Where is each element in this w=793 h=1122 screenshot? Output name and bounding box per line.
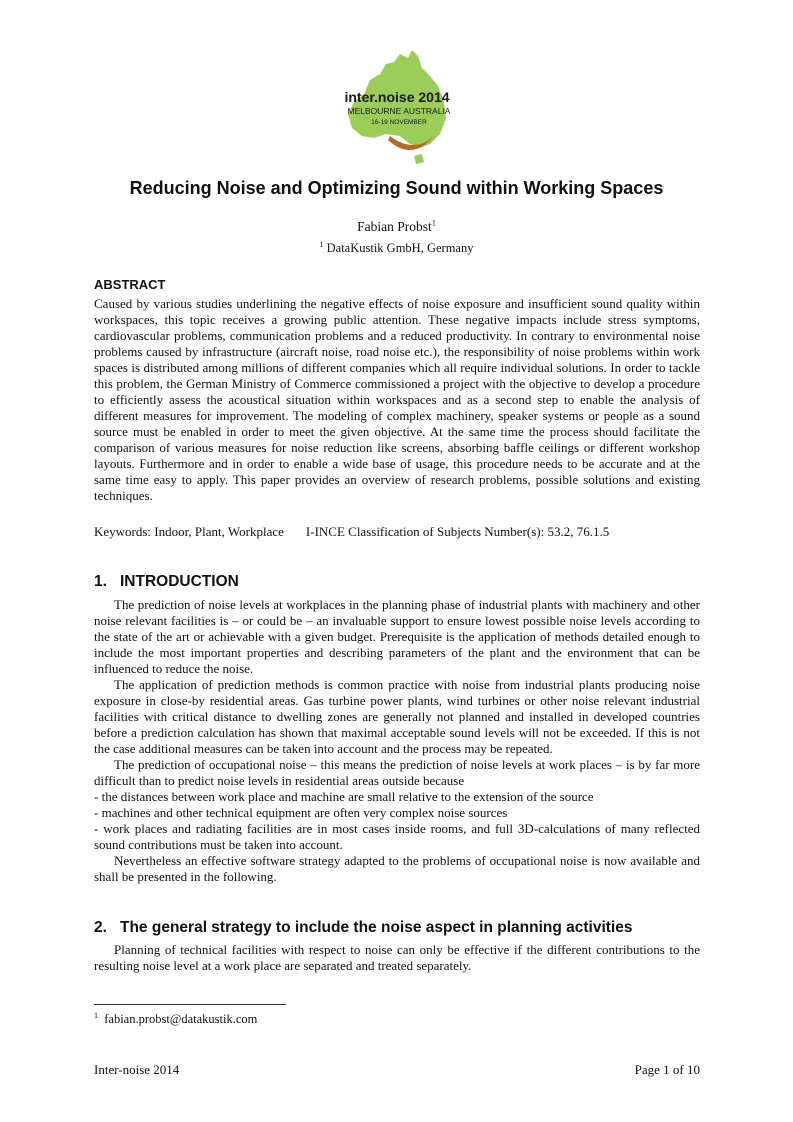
- footnote: [94, 1012, 257, 1027]
- abstract-heading: ABSTRACT: [94, 277, 166, 292]
- paragraph: Planning of technical facilities with respect to noise can only be effective if the different contributions to the resulting noise level at a work place are separated and treated separately.: [94, 942, 700, 973]
- footer-conference: Inter-noise 2014: [94, 1062, 180, 1077]
- footnote-mark: 1: [94, 1010, 98, 1020]
- classification-text: I-INCE Classification of Subjects Number(s): 53.2, 76.1.5: [305, 524, 610, 539]
- footnote-email: fabian.probst@datakustik.com: [104, 1012, 258, 1026]
- paragraph: The application of prediction methods is common practice with noise from industrial plants producing noise exposure in close-by residential areas. Gas turbine power plants, wind turbines or other noise relevant industrial facilities with critical distance to dwelling zones are generally not planned and installed in developed countries before a prediction calculation has shown that maximal acceptable sound levels will not be exceeded. If this is not the case additional measures can be taken into account and the process may be repeated.: [94, 677, 700, 756]
- list-item: - work places and radiating facilities are in most cases inside rooms, and full 3D-calculations of many reflected sound contributions must be taken into account.: [94, 821, 700, 852]
- logo-line-3: 16-19 NOVEMBER: [371, 119, 427, 126]
- keywords-line: [94, 524, 700, 540]
- section-1-heading: [94, 573, 239, 591]
- paragraph: The prediction of noise levels at workplaces in the planning phase of industrial plants with machinery and other noise relevant facilities is – or could be – an invaluable support to ensure lowest possible noise levels according to the state of the art or achievable with a given budget. Prerequisite is the application of methods detailed enough to include the most important properties and describing parameters of the plant and the environment that can be influenced to reduce the noise.: [94, 597, 700, 676]
- abstract-text: Caused by various studies underlining the negative effects of noise exposure and insufficient sound quality within workspaces, this topic receives a growing public attention. These negative impacts include stress symptoms, cardiovascular problems, communication problems and a reduced productivity. In contrary to environmental noise problems caused by infrastructure (aircraft noise, road noise etc.), the responsibility of noise problems within work spaces is distributed among millions of different companies which all require individual solutions. In order to tackle this problem, the German Ministry of Commerce commissioned a project with the objective to develop a procedure to efficiently assess the acoustical situation within workspaces and as a second step to enable the analysis of different measures for improvement. The modeling of complex machinery, speaker systems or people as a sound source must be enabled in order to meet the given objective. At the same time the process should facilitate the comparison of various measures for noise reduction like screens, absorbing baffle ceilings or different workshop layouts. Furthermore and in order to enable a wide base of usage, this procedure needs to be accurate and at the same time easy to apply. This paper provides an overview of research problems, possible solutions and existing techniques.: [94, 296, 700, 503]
- section-2-number: 2.: [94, 919, 107, 936]
- footer-page-number: Page 1 of 10: [634, 1062, 700, 1077]
- section-1-number: 1.: [94, 573, 107, 590]
- section-2-heading: [94, 919, 632, 937]
- author-line: [60, 219, 733, 235]
- paper-title: Reducing Noise and Optimizing Sound within Working Spaces: [129, 178, 664, 198]
- logo-line-1: inter.noise 2014: [344, 89, 450, 105]
- author-name: Fabian Probst: [357, 219, 432, 234]
- paragraph: The prediction of occupational noise – this means the prediction of noise levels at work places – is by far more difficult than to predict noise levels in residential areas outside because: [94, 757, 700, 788]
- list-item: - the distances between work place and machine are small relative to the extension of the source: [94, 789, 594, 804]
- logo-line-2: MELBOURNE AUSTRALIA: [347, 106, 451, 116]
- section-2-body: [94, 942, 700, 974]
- affiliation-mark: 1: [319, 239, 324, 249]
- list-item: - machines and other technical equipment are often very complex noise sources: [94, 805, 508, 820]
- affiliation-text: DataKustik GmbH, Germany: [326, 241, 474, 255]
- affiliation-line: [60, 241, 733, 256]
- tasmania-shape: [414, 154, 424, 164]
- keywords-text: Keywords: Indoor, Plant, Workplace: [94, 524, 284, 539]
- footnote-rule: [94, 1004, 286, 1005]
- author-mark: 1: [431, 218, 436, 228]
- section-2-title: The general strategy to include the noise aspect in planning activities: [120, 919, 633, 936]
- section-1-body: [94, 597, 700, 885]
- conference-logo: [330, 44, 465, 168]
- section-1-title: INTRODUCTION: [120, 573, 239, 590]
- paragraph: Nevertheless an effective software strategy adapted to the problems of occupational noise is now available and shall be presented in the following.: [94, 853, 700, 884]
